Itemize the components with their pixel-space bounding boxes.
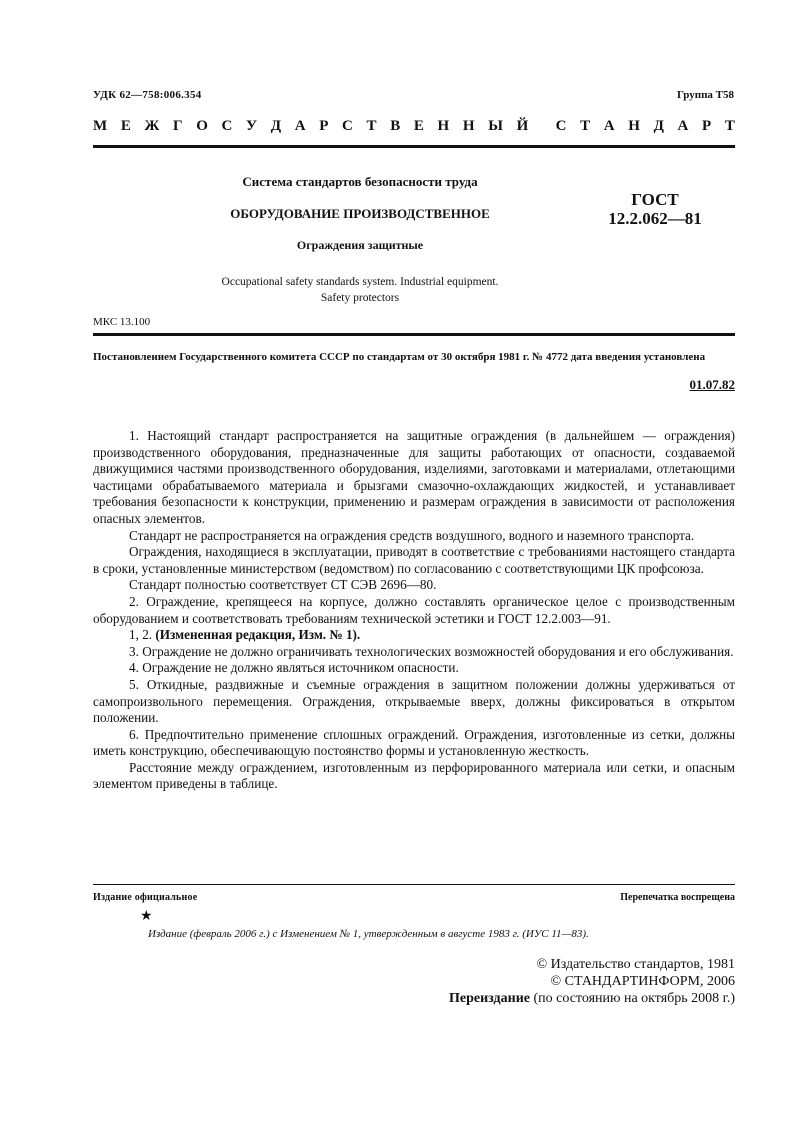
reprint-prohibited-label: Перепечатка воспрещена (620, 892, 735, 903)
title-letter: Д (653, 118, 664, 134)
mks-code: МКС 13.100 (93, 316, 151, 328)
gost-number: 12.2.062—81 (608, 209, 702, 228)
title-letter: М (93, 118, 108, 134)
title-letter: С (342, 118, 353, 134)
reissue-date: (по состоянию на октябрь 2008 г.) (529, 991, 735, 1006)
title-letter: Д (270, 118, 282, 134)
gost-designation (590, 190, 720, 228)
title-block-divider (93, 333, 735, 336)
title-letter: Т (366, 118, 377, 134)
title-letter: Р (319, 118, 329, 134)
title-letter: У (246, 118, 258, 134)
title-letter: Й (516, 118, 529, 134)
introduction-date: 01.07.82 (689, 377, 735, 392)
paragraph: 1. Настоящий стандарт распространяется на защитные ограждения (в дальнейшем — ограждения) производственного оборудования, предназначенные для защиты работающих от опасности, создаваемой движущимися частями производственного оборудования, изделиями, заготовками и материалами, отлетающими частицами обрабатываемого материала и брызгами смазочно-охлаждающих жидкостей, и устанавливает требования безопасности к конструкции, применению и размерам ограждения в зависимости от расположения опасных элементов. (93, 428, 735, 526)
title-letter: А (603, 118, 615, 134)
footer-divider (93, 884, 735, 885)
title-letter: Ы (488, 118, 503, 134)
title-letter: Т (724, 118, 735, 134)
paragraph: 3. Ограждение не должно ограничивать технологических возможностей оборудования и его обслуживания. (129, 643, 734, 659)
english-title-line2: Safety protectors (320, 292, 400, 304)
paragraph: 6. Предпочтительно применение сплошных ограждений. Ограждения, изготовленные из сетки, должны иметь конструкцию, обеспечивающую постоянство формы и установленную жесткость. (93, 726, 735, 759)
udk-code: УДК 62—758:006.354 (93, 89, 202, 101)
standards-system-title: Система стандартов безопасности труда (242, 174, 478, 189)
title-letter: Ж (144, 118, 160, 134)
star-icon: ★ (140, 909, 153, 924)
title-letter: Н (437, 118, 450, 134)
copyright-line: © СТАНДАРТИНФОРМ, 2006 (550, 974, 735, 989)
decree-text: Постановлением Государственного комитета СССР по стандартам от 30 октября 1981 г. № 4772 дата введения установлена (93, 351, 706, 363)
paragraph: Расстояние между ограждением, изготовленным из перфорированного материала или сетки, и опасным элементом приведены в таблице. (93, 759, 735, 792)
group-code: Группа Т58 (676, 89, 734, 101)
interstate-standard-title (93, 118, 735, 135)
amendment-clauses: 1, 2. (129, 627, 153, 643)
title-letter: Т (580, 118, 591, 134)
reissue-line (449, 990, 735, 1007)
document-subtitle: Ограждения защитные (296, 238, 424, 252)
paragraph: 2. Ограждение, крепящееся на корпусе, должно составлять органическое целое с производственным оборудованием и соответствовать требованиям технической эстетики и ГОСТ 12.2.003—91. (93, 593, 735, 626)
paragraph-amendment (93, 627, 735, 644)
gost-label: ГОСТ (631, 190, 679, 209)
title-letter: С (221, 118, 233, 134)
english-title-line1: Occupational safety standards system. Industrial equipment. (221, 276, 499, 288)
edition-note: Издание (февраль 2006 г.) с Изменением № 1, утвержденным в августе 1983 г. (ИУС 11—83). (148, 928, 589, 940)
title-letter: О (196, 118, 208, 134)
title-letter: В (390, 118, 401, 134)
paragraph: Стандарт полностью соответствует СТ СЭВ 2696—80. (129, 577, 437, 593)
title-letter: Г (173, 118, 183, 134)
title-letter: Н (628, 118, 640, 134)
paragraph: Стандарт не распространяется на ограждения средств воздушного, водного и наземного транспорта. (129, 527, 695, 543)
title-letter: С (555, 118, 567, 134)
standard-body (93, 428, 735, 793)
title-letter: А (294, 118, 306, 134)
title-letter: Р (702, 118, 712, 134)
paragraph: 5. Откидные, раздвижные и съемные ограждения в защитном положении должны удерживаться от самопроизвольного перемещения. Ограждения, открываемые вверх, должны фиксироваться в открытом положении. (93, 676, 735, 726)
copyright-line: © Издательство стандартов, 1981 (536, 957, 735, 972)
header-divider (93, 145, 735, 148)
reissue-label: Переиздание (449, 991, 530, 1006)
title-letter: Е (120, 118, 131, 134)
official-edition-label: Издание официальное (93, 892, 198, 903)
copyright-block (449, 956, 735, 1007)
paragraph: 4. Ограждение не должно являться источником опасности. (129, 660, 459, 676)
title-letter: Е (413, 118, 424, 134)
amendment-note: (Измененная редакция, Изм. № 1). (155, 627, 361, 643)
title-letter: Н (462, 118, 475, 134)
document-title: ОБОРУДОВАНИЕ ПРОИЗВОДСТВЕННОЕ (230, 206, 490, 221)
title-letter: А (677, 118, 689, 134)
paragraph: Ограждения, находящиеся в эксплуатации, приводят в соответствие с требованиями настоящего стандарта в сроки, установленные министерством (ведомством) по согласованию с соответствующими ЦК профсоюза. (93, 544, 735, 576)
english-title (160, 274, 560, 306)
